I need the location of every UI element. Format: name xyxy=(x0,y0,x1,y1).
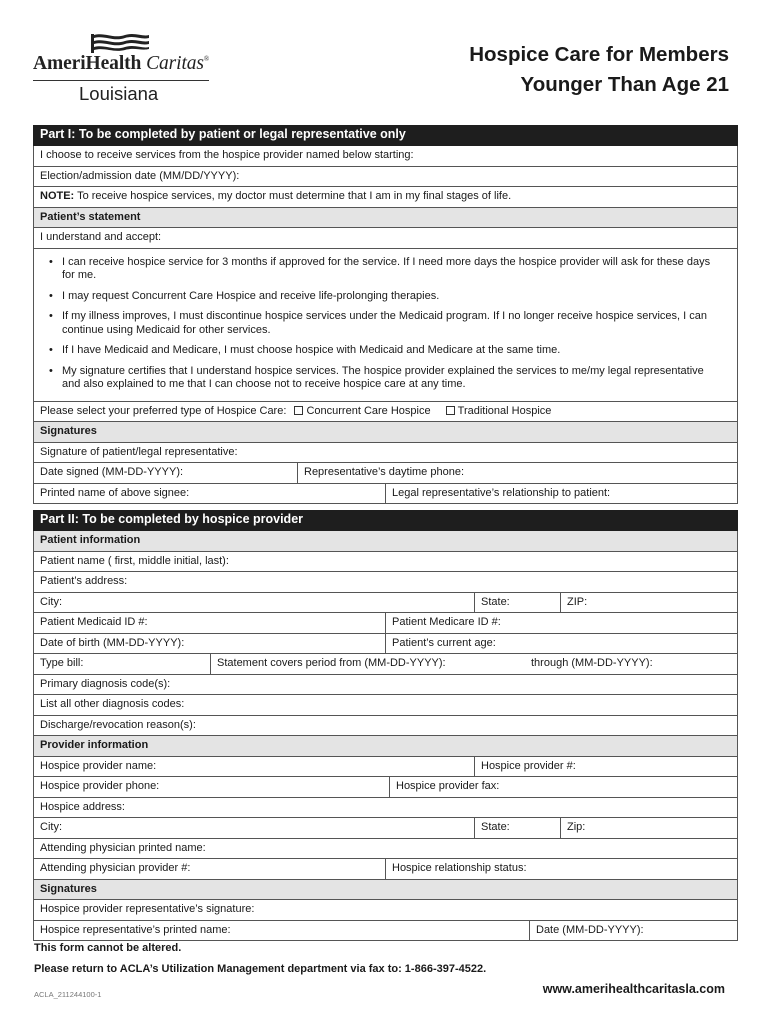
provider-name-field[interactable]: Hospice provider name: xyxy=(40,759,157,772)
rep-signature-field[interactable]: Hospice provider representative’s signature: xyxy=(40,903,255,915)
document-title: Hospice Care for Members Younger Than Age 21 xyxy=(469,43,729,96)
patient-address-field[interactable]: Patient’s address: xyxy=(40,575,128,587)
patient-name-field[interactable]: Patient name ( first, middle initial, last): xyxy=(40,554,229,567)
form-code: ACLA_211244100-1 xyxy=(34,990,102,999)
provider-number-field[interactable]: Hospice provider #: xyxy=(474,757,737,777)
traditional-hospice-label: Traditional Hospice xyxy=(457,404,552,417)
brand-region: Louisiana xyxy=(79,83,159,104)
discharge-reason-field[interactable]: Discharge/revocation reason(s): xyxy=(40,718,196,731)
list-item: • I can receive hospice service for 3 months if approved for the service. If I need more days the hospice provider will ask for these days for me. xyxy=(40,256,721,283)
rep-relationship-field[interactable]: Legal representative’s relationship to patient: xyxy=(385,484,737,504)
through-date-field[interactable]: through (MM-DD-YYYY): xyxy=(531,657,653,669)
patient-info-heading: Patient information xyxy=(40,534,141,546)
zip-field[interactable]: ZIP: xyxy=(560,593,737,613)
concurrent-care-checkbox[interactable] xyxy=(294,406,303,415)
brand-divider xyxy=(33,80,209,81)
part1-signatures-heading: Signatures xyxy=(40,425,97,437)
current-age-field[interactable]: Patient’s current age: xyxy=(385,634,737,654)
return-instructions: Please return to ACLA’s Utilization Management department via fax to: 1-866-397-4522. xyxy=(34,963,487,975)
provider-phone-field[interactable]: Hospice provider phone: xyxy=(40,780,160,792)
statement-list xyxy=(33,249,738,402)
traditional-hospice-checkbox[interactable] xyxy=(446,406,455,415)
provider-fax-field[interactable]: Hospice provider fax: xyxy=(389,777,737,797)
patient-signature-field[interactable]: Signature of patient/legal representative: xyxy=(40,445,238,458)
relationship-status-field[interactable]: Hospice relationship status: xyxy=(385,859,737,879)
medicaid-id-field[interactable]: Patient Medicaid ID #: xyxy=(40,616,148,628)
hospice-city-field[interactable]: City: xyxy=(40,821,62,833)
brand-name: AmeriHealth Caritas® xyxy=(33,53,210,74)
flag-icon xyxy=(91,33,151,53)
no-alter-notice: This form cannot be altered. xyxy=(34,942,182,954)
city-field[interactable]: City: xyxy=(40,595,62,608)
list-item: • I may request Concurrent Care Hospice and receive life-prolonging therapies. xyxy=(40,290,721,304)
hospice-state-field[interactable]: State: xyxy=(474,818,560,838)
state-field[interactable]: State: xyxy=(474,593,560,613)
part2-heading: Part II: To be completed by hospice provider xyxy=(33,510,738,531)
hospice-zip-field[interactable]: Zip: xyxy=(560,818,737,838)
medicare-id-field[interactable]: Patient Medicare ID #: xyxy=(385,613,737,633)
rep-printed-name-field[interactable]: Hospice representative’s printed name: xyxy=(40,923,231,936)
date-field[interactable]: Date (MM-DD-YYYY): xyxy=(529,921,737,941)
primary-dx-field[interactable]: Primary diagnosis code(s): xyxy=(40,677,171,690)
election-date-field[interactable]: Election/admission date (MM/DD/YYYY): xyxy=(40,169,240,182)
choose-services-text: I choose to receive services from the hospice provider named below starting: xyxy=(40,149,414,161)
part1-heading: Part I: To be completed by patient or legal representative only xyxy=(33,125,738,146)
note-text: NOTE: To receive hospice services, my doctor must determine that I am in my final stages of life. xyxy=(40,190,512,202)
physician-name-field[interactable]: Attending physician printed name: xyxy=(40,841,206,854)
website-link[interactable]: www.amerihealthcaritasla.com xyxy=(542,982,725,996)
printed-name-field[interactable]: Printed name of above signee: xyxy=(40,486,190,499)
understand-text: I understand and accept: xyxy=(40,231,162,243)
hospice-form xyxy=(33,125,738,941)
physician-number-field[interactable]: Attending physician provider #: xyxy=(40,862,191,874)
patient-statement-heading: Patient’s statement xyxy=(40,210,141,223)
statement-period-field[interactable]: Statement covers period from (MM-DD-YYYY): xyxy=(210,654,525,674)
list-item: • If my illness improves, I must discontinue hospice services under the Medicaid program. If I no longer receive hospice services, I can continue using Medicaid for other services. xyxy=(40,310,721,337)
part2-signatures-heading: Signatures xyxy=(40,882,97,895)
list-item: • If I have Medicaid and Medicare, I must choose hospice with Medicaid and Medicare at the same time. xyxy=(40,344,721,358)
type-bill-field[interactable]: Type bill: xyxy=(40,657,84,669)
other-dx-field[interactable]: List all other diagnosis codes: xyxy=(40,698,185,710)
rep-phone-field[interactable]: Representative’s daytime phone: xyxy=(297,463,737,483)
concurrent-care-label: Concurrent Care Hospice xyxy=(306,404,431,417)
brand-logo xyxy=(33,33,233,113)
list-item: • My signature certifies that I understand hospice services. The hospice provider explained the services to me/my legal representative and also explained to me that I can choose not to receive hospice care at any time. xyxy=(40,365,721,392)
date-signed-field[interactable]: Date signed (MM-DD-YYYY): xyxy=(40,466,184,478)
hospice-address-field[interactable]: Hospice address: xyxy=(40,800,125,813)
hospice-type-select: Please select your preferred type of Hospice Care: Concurrent Care Hospice Traditional Hospice xyxy=(40,404,552,417)
dob-field[interactable]: Date of birth (MM-DD-YYYY): xyxy=(40,636,185,649)
provider-info-heading: Provider information xyxy=(40,739,149,751)
